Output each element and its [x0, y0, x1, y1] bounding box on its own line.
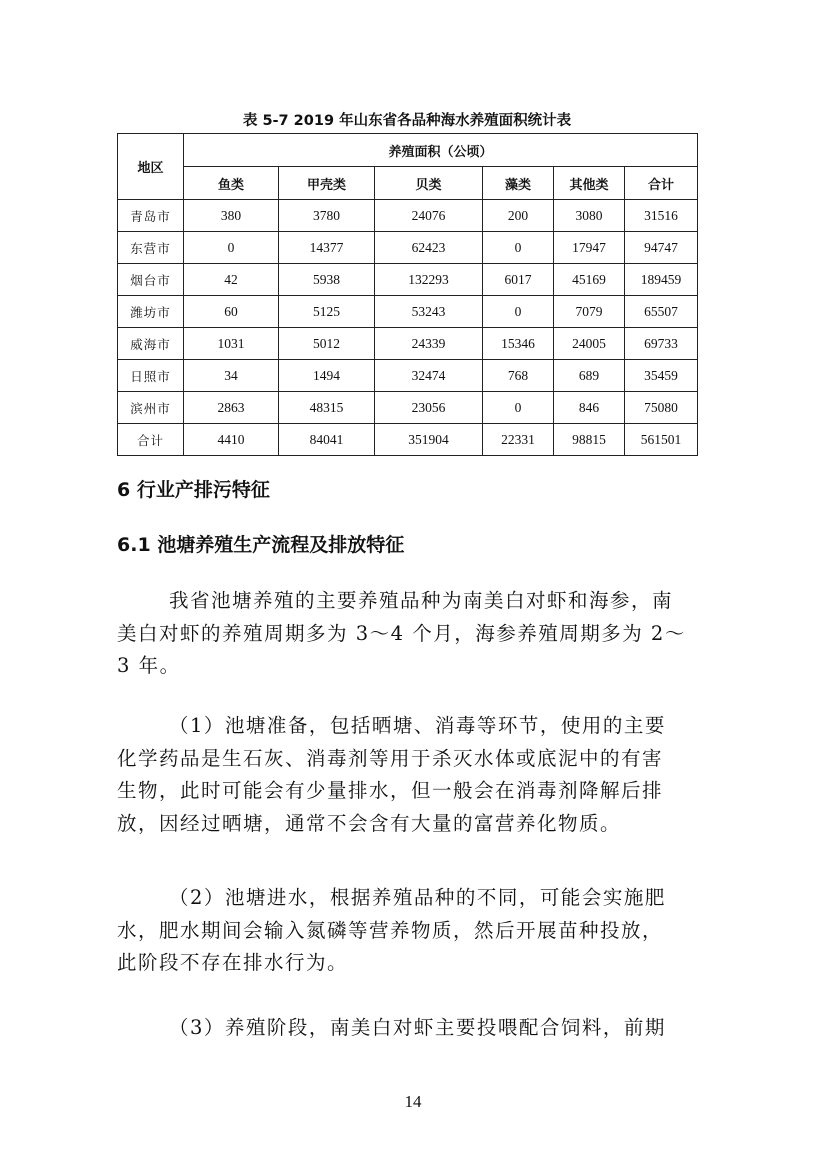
- region-cell: 东营市: [118, 232, 184, 264]
- value-cell: 65507: [625, 296, 698, 328]
- text-line: 此阶段不存在排水行为。: [117, 951, 349, 974]
- table-header-row: [118, 134, 698, 167]
- region-cell: 威海市: [118, 328, 184, 360]
- aquaculture-area-table: [117, 133, 698, 456]
- paragraph-step-3: [117, 1012, 702, 1045]
- header-area-group: 养殖面积（公顷）: [184, 134, 698, 167]
- value-cell: 32474: [375, 360, 483, 392]
- section-6-1-heading: 6.1 池塘养殖生产流程及排放特征: [117, 534, 405, 556]
- value-cell: 22331: [483, 424, 554, 456]
- paragraph-step-2: [117, 882, 702, 980]
- value-cell: 5012: [279, 328, 375, 360]
- value-cell: 31516: [625, 200, 698, 232]
- text-line: 化学药品是生石灰、消毒剂等用于杀灭水体或底泥中的有害: [117, 746, 664, 770]
- value-cell: 5125: [279, 296, 375, 328]
- value-cell: 98815: [554, 424, 625, 456]
- value-cell: 3080: [554, 200, 625, 232]
- value-cell: 45169: [554, 264, 625, 296]
- value-cell: 689: [554, 360, 625, 392]
- value-cell: 75080: [625, 392, 698, 424]
- value-cell: 6017: [483, 264, 554, 296]
- value-cell: 0: [184, 232, 279, 264]
- region-cell: 滨州市: [118, 392, 184, 424]
- header-region: 地区: [118, 134, 184, 200]
- section-6-heading: 6 行业产排污特征: [117, 479, 270, 501]
- table-row: [118, 328, 698, 360]
- region-cell: 青岛市: [118, 200, 184, 232]
- value-cell: 35459: [625, 360, 698, 392]
- table-row: [118, 424, 698, 456]
- value-cell: 7079: [554, 296, 625, 328]
- table-subheader-row: [118, 167, 698, 200]
- table-row: [118, 232, 698, 264]
- text-line: 水，肥水期间会输入氮磷等营养物质，然后开展苗种投放，: [117, 918, 664, 942]
- value-cell: 24076: [375, 200, 483, 232]
- value-cell: 24005: [554, 328, 625, 360]
- value-cell: 0: [483, 296, 554, 328]
- value-cell: 0: [483, 392, 554, 424]
- value-cell: 14377: [279, 232, 375, 264]
- header-col: 贝类: [375, 167, 483, 200]
- text-line: 生物，此时可能会有少量排水，但一般会在消毒剂降解后排: [117, 779, 664, 802]
- header-col: 藻类: [483, 167, 554, 200]
- table-body: [118, 200, 698, 456]
- value-cell: 34: [184, 360, 279, 392]
- value-cell: 351904: [375, 424, 483, 456]
- value-cell: 24339: [375, 328, 483, 360]
- value-cell: 561501: [625, 424, 698, 456]
- table-row: [118, 360, 698, 392]
- value-cell: 53243: [375, 296, 483, 328]
- value-cell: 2863: [184, 392, 279, 424]
- table-row: [118, 264, 698, 296]
- region-cell: 合计: [118, 424, 184, 456]
- value-cell: 1031: [184, 328, 279, 360]
- value-cell: 5938: [279, 264, 375, 296]
- value-cell: 60: [184, 296, 279, 328]
- text-line: 美白对虾的养殖周期多为 3～4 个月，海参养殖周期多为 2～: [117, 621, 686, 645]
- region-cell: 潍坊市: [118, 296, 184, 328]
- value-cell: 1494: [279, 360, 375, 392]
- table-row: [118, 392, 698, 424]
- value-cell: 23056: [375, 392, 483, 424]
- value-cell: 62423: [375, 232, 483, 264]
- table-caption: 表 5-7 2019 年山东省各品种海水养殖面积统计表: [242, 113, 572, 129]
- value-cell: 846: [554, 392, 625, 424]
- text-line: （2）池塘进水，根据养殖品种的不同，可能会实施肥: [169, 886, 666, 909]
- table-row: [118, 296, 698, 328]
- header-col: 其他类: [554, 167, 625, 200]
- value-cell: 15346: [483, 328, 554, 360]
- value-cell: 768: [483, 360, 554, 392]
- text-line: 3 年。: [117, 654, 181, 677]
- value-cell: 4410: [184, 424, 279, 456]
- value-cell: 132293: [375, 264, 483, 296]
- value-cell: 17947: [554, 232, 625, 264]
- header-col: 甲壳类: [279, 167, 375, 200]
- text-line: （3）养殖阶段，南美白对虾主要投喂配合饲料，前期: [169, 1016, 666, 1039]
- header-col: 合计: [625, 167, 698, 200]
- header-col: 鱼类: [184, 167, 279, 200]
- value-cell: 84041: [279, 424, 375, 456]
- value-cell: 380: [184, 200, 279, 232]
- text-line: 我省池塘养殖的主要养殖品种为南美白对虾和海参，南: [169, 589, 674, 612]
- value-cell: 200: [483, 200, 554, 232]
- page-number: 14: [404, 1092, 422, 1111]
- region-cell: 烟台市: [118, 264, 184, 296]
- value-cell: 0: [483, 232, 554, 264]
- value-cell: 48315: [279, 392, 375, 424]
- value-cell: 69733: [625, 328, 698, 360]
- table-row: [118, 200, 698, 232]
- value-cell: 3780: [279, 200, 375, 232]
- text-line: （1）池塘准备，包括晒塘、消毒等环节，使用的主要: [169, 714, 666, 737]
- region-cell: 日照市: [118, 360, 184, 392]
- text-line: 放，因经过晒塘，通常不会含有大量的富营养化物质。: [117, 811, 622, 835]
- paragraph-intro: [117, 585, 702, 683]
- paragraph-step-1: [117, 710, 702, 840]
- value-cell: 94747: [625, 232, 698, 264]
- value-cell: 42: [184, 264, 279, 296]
- value-cell: 189459: [625, 264, 698, 296]
